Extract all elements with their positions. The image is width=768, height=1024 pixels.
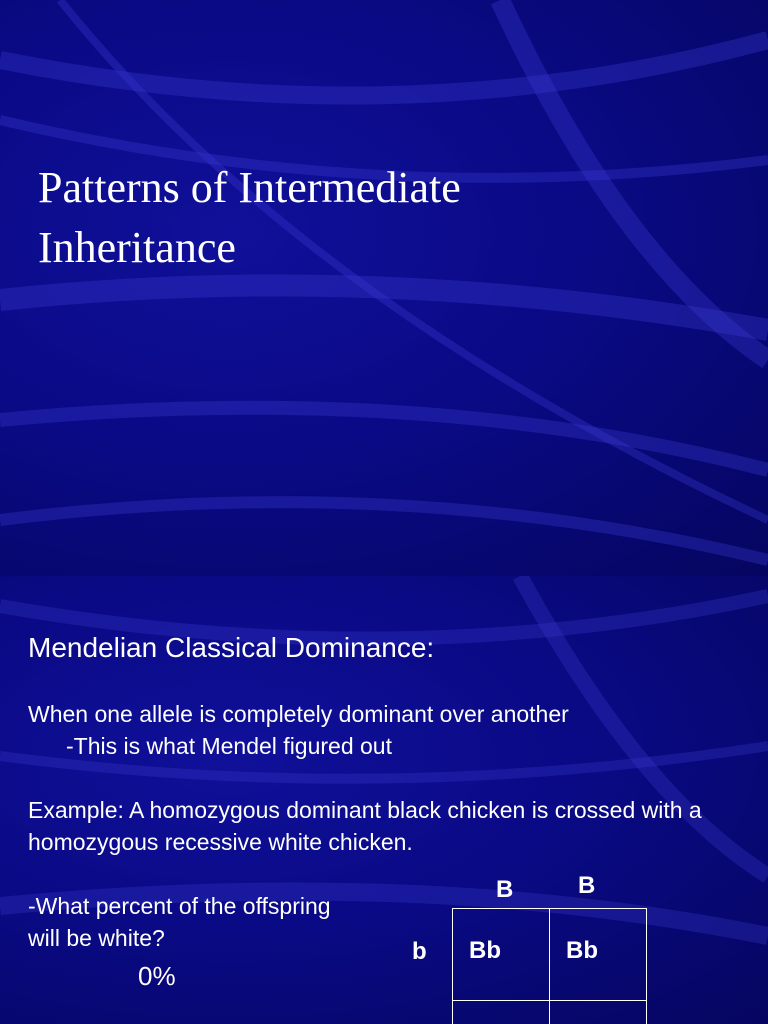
slide-title xyxy=(38,158,738,278)
punnett-row xyxy=(453,909,647,1001)
punnett-cell xyxy=(453,1001,550,1024)
answer-text: 0% xyxy=(138,961,176,991)
punnett-cell: Bb xyxy=(453,909,550,1001)
definition-text xyxy=(28,698,748,762)
punnett-top-allele-1: B xyxy=(496,876,514,903)
question-text: -What percent of the offspring will be white? xyxy=(28,893,331,951)
definition: When one allele is completely dominant over another xyxy=(28,701,569,727)
punnett-cell: Bb xyxy=(550,909,647,1001)
content-slide xyxy=(0,576,768,1024)
punnett-row xyxy=(453,1001,647,1024)
punnett-left-allele-1: b xyxy=(412,938,427,965)
punnett-cell xyxy=(550,1001,647,1024)
title-line-1: Patterns of Intermediate xyxy=(38,163,461,212)
punnett-square xyxy=(452,908,647,1024)
title-line-2: Inheritance xyxy=(38,223,236,272)
example-text: Example: A homozygous dominant black chicken is crossed with a homozygous recessive white chicken. xyxy=(28,797,702,855)
punnett-top-allele-2: B xyxy=(578,872,596,899)
slide-heading: Mendelian Classical Dominance: xyxy=(28,632,435,663)
definition-note: -This is what Mendel figured out xyxy=(66,733,392,759)
